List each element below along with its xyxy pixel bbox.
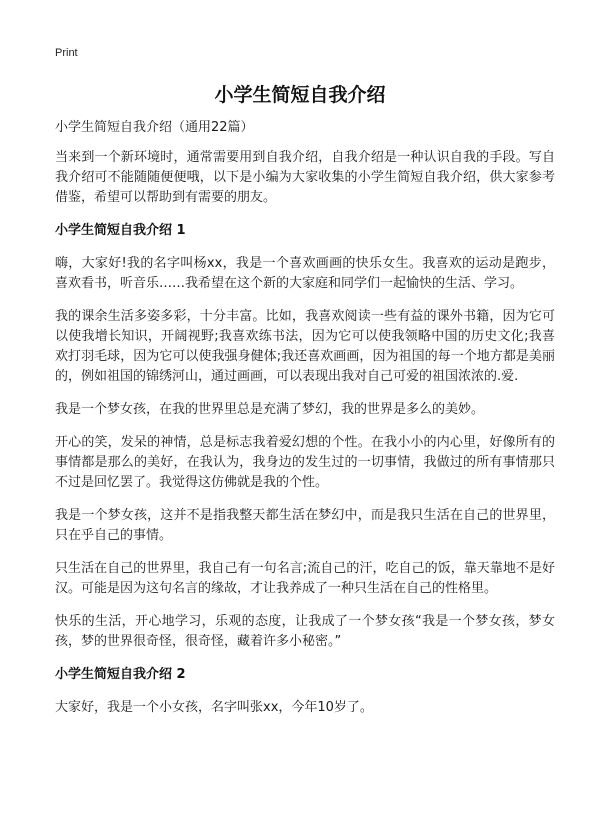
section-1-paragraph-5: 我是一个梦女孩，这并不是指我整天都生活在梦幻中，而是我只生活在自己的世界里，只在乎自己的事情。 <box>55 508 555 543</box>
intro-paragraph: 当来到一个新环境时，通常需要用到自我介绍，自我介绍是一种认识自我的手段。写自我介绍可不能随随便便哦，以下是小编为大家收集的小学生简短自我介绍，供大家参考借鉴，希望可以帮助到有需要的朋友。 <box>55 150 555 205</box>
section-1-paragraph-7: 快乐的生活，开心地学习，乐观的态度，让我成了一个梦女孩“我是一个梦女孩，梦女孩，梦的世界很奇怪，很奇怪，藏着许多小秘密。” <box>55 614 555 649</box>
section-1-paragraph-2: 我的课余生活多姿多彩，十分丰富。比如，我喜欢阅读一些有益的课外书籍，因为它可以使我增长知识，开阔视野;我喜欢练书法，因为它可以使我领略中国的历史文化;我喜欢打羽毛球，因为它可以使我强身健体;我还喜欢画画，因为祖国的每一个地方都是美丽的，例如祖国的锦绣河山，通过画画，可以表现出我对自己可爱的祖国浓浓的.爱. <box>55 309 555 384</box>
section-1-paragraph-3: 我是一个梦女孩，在我的世界里总是充满了梦幻，我的世界是多么的美妙。 <box>55 402 485 417</box>
section-1-paragraph-6: 只生活在自己的世界里，我自己有一句名言;流自己的汗，吃自己的饭，靠天靠地不是好汉。可能是因为这句名言的缘故，才让我养成了一种只生活在自己的性格里。 <box>55 561 555 596</box>
section-heading-1: 小学生简短自我介绍 1 <box>55 223 186 238</box>
article-body <box>55 118 555 731</box>
section-1-paragraph-1: 嗨，大家好!我的名字叫杨xx，我是一个喜欢画画的快乐女生。我喜欢的运动是跑步，喜欢看书，听音乐……我希望在这个新的大家庭和同学们一起愉快的生活、学习。 <box>55 256 555 291</box>
article-subtitle: 小学生简短自我介绍（通用22篇） <box>55 120 254 135</box>
page-title: 小学生简短自我介绍 <box>214 84 386 106</box>
print-link[interactable]: Print <box>55 47 78 59</box>
section-1-paragraph-4: 开心的笑，发呆的神情，总是标志我着爱幻想的个性。在我小小的内心里，好像所有的事情都是那么的美好，在我认为，我身边的发生过的一切事情，我做过的所有事情那只不过是回忆罢了。我觉得这仿佛就是我的个性。 <box>55 435 555 490</box>
section-2-paragraph-1: 大家好，我是一个小女孩，名字叫张xx，今年10岁了。 <box>55 700 373 715</box>
section-heading-2: 小学生简短自我介绍 2 <box>55 667 186 682</box>
